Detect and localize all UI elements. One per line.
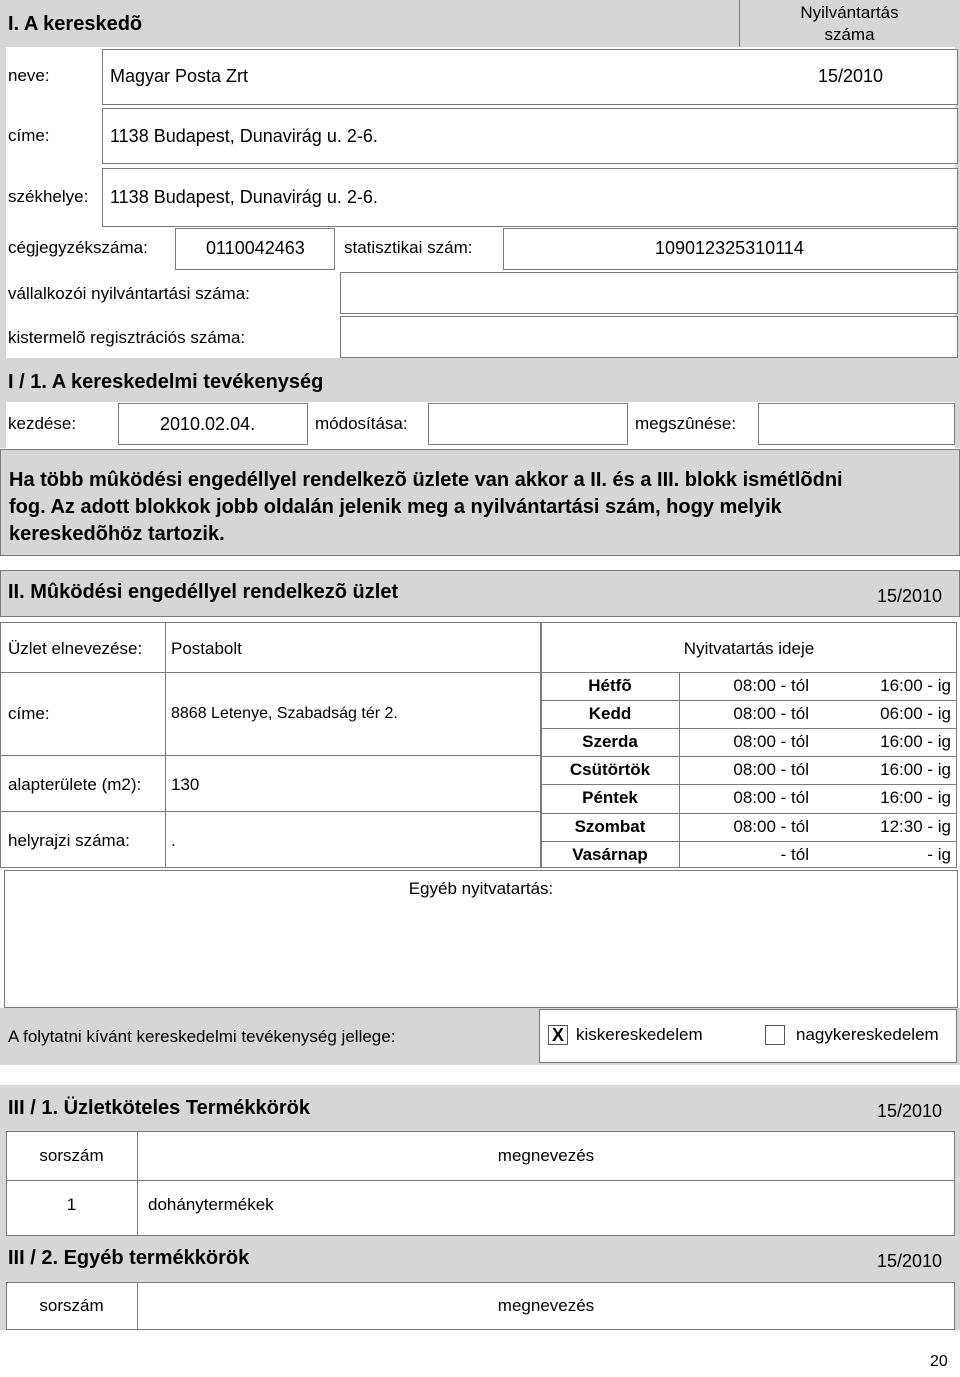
- reg-label-line1: Nyilvántartás: [800, 3, 899, 22]
- entrepreneur-box: [340, 272, 958, 314]
- shop-address-label: címe:: [8, 704, 50, 723]
- frame-right-2: [955, 402, 960, 448]
- hours-row-rule: [541, 813, 957, 814]
- hours-day: Kedd: [588, 704, 632, 724]
- hours-to: 16:00 - ig: [880, 732, 951, 752]
- section3-1-title: III / 1. Üzletköteles Termékkörök: [8, 1097, 310, 1119]
- section3-1-reg-number: 15/2010: [877, 1101, 943, 1121]
- hours-day: Hétfõ: [588, 676, 632, 695]
- lot-value: .: [171, 831, 176, 850]
- table-row-no: 1: [66, 1195, 77, 1214]
- other-products-col-name: megnevezés: [497, 1296, 595, 1315]
- hours-day: Csütörtök: [569, 760, 651, 780]
- hours-row-rule: [541, 841, 957, 842]
- hours-row-rule: [541, 756, 957, 757]
- hours-to: 16:00 - ig: [880, 676, 951, 695]
- notice-line2: fog. Az adott blokkok jobb oldalán jelenik meg a nyilvántartási szám, hogy melyik: [9, 496, 782, 518]
- section2-reg-number: 15/2010: [877, 586, 943, 606]
- hours-from: 08:00 - tól: [733, 788, 809, 808]
- frame-right-4: [955, 1282, 960, 1330]
- hours-from: 08:00 - tól: [733, 760, 809, 780]
- seat-label: székhelye:: [8, 187, 89, 206]
- section1-title: I. A kereskedõ: [8, 13, 143, 35]
- hours-from: 08:00 - tól: [733, 816, 809, 836]
- products-col-no: sorszám: [39, 1146, 104, 1165]
- table-row-name: dohánytermékek: [148, 1195, 274, 1214]
- frame-left: [0, 47, 6, 360]
- notice-line1: Ha több mûködési engedéllyel rendelkezõ üzlete van akkor a II. és a III. blokk ismétlõdni: [9, 469, 843, 491]
- shop-name-value: Postabolt: [171, 639, 242, 658]
- hours-to: 16:00 - ig: [880, 760, 951, 780]
- products-header-rule: [6, 1180, 955, 1181]
- reg-number: 15/2010: [818, 66, 884, 86]
- other-products-col-no: sorszám: [39, 1296, 104, 1315]
- name-label: neve:: [8, 66, 50, 85]
- area-value: 130: [171, 775, 200, 794]
- hours-header-rule: [541, 672, 957, 673]
- frame-right-3: [955, 1131, 960, 1236]
- end-box: [758, 403, 955, 445]
- modify-box: [428, 403, 628, 445]
- frame-left-2: [0, 402, 6, 448]
- hours-day: Vasárnap: [572, 844, 648, 864]
- area-label: alapterülete (m2):: [8, 775, 142, 794]
- retail-checkbox[interactable]: X: [548, 1025, 568, 1045]
- seat-value: 1138 Budapest, Dunavirág u. 2-6.: [110, 187, 378, 207]
- hours-from: 08:00 - tól: [733, 704, 809, 724]
- wholesale-label: nagykereskedelem: [796, 1025, 939, 1044]
- hours-from: 08:00 - tól: [733, 732, 809, 752]
- section3-2-reg-number: 15/2010: [877, 1251, 943, 1271]
- modify-label: módosítása:: [315, 414, 408, 433]
- hours-to: 12:30 - ig: [880, 816, 951, 836]
- hours-row-rule: [541, 784, 957, 785]
- hours-from: - tól: [780, 844, 809, 864]
- stat-value: 109012325310114: [655, 238, 804, 258]
- start-value: 2010.02.04.: [160, 414, 256, 434]
- end-label: megszûnése:: [635, 414, 737, 433]
- retail-label: kiskereskedelem: [576, 1025, 703, 1044]
- activity-label: A folytatni kívánt kereskedelmi tevékenység jellege:: [8, 1027, 396, 1046]
- hours-to: 06:00 - ig: [880, 704, 951, 724]
- other-hours-label: Egyéb nyitvatartás:: [408, 879, 554, 898]
- address-value: 1138 Budapest, Dunavirág u. 2-6.: [110, 126, 378, 146]
- section3-2-title: III / 2. Egyéb termékkörök: [8, 1247, 250, 1269]
- products-col-name: megnevezés: [497, 1146, 595, 1165]
- start-label: kezdése:: [8, 414, 77, 433]
- shop-info-rule-1: [0, 672, 541, 673]
- shop-info-rule-2: [0, 755, 541, 756]
- hours-day: Péntek: [582, 788, 638, 808]
- hours-from: 08:00 - tól: [733, 676, 809, 695]
- wholesale-checkbox[interactable]: [765, 1025, 785, 1045]
- shop-name-label: Üzlet elnevezése:: [8, 639, 143, 658]
- producer-label: kistermelõ regisztrációs száma:: [8, 328, 246, 347]
- hours-to: 16:00 - ig: [880, 788, 951, 808]
- hours-day: Szombat: [574, 816, 646, 836]
- stat-label: statisztikai szám:: [344, 238, 473, 257]
- hours-title: Nyitvatartás ideje: [683, 639, 815, 658]
- hours-to: - ig: [927, 844, 951, 864]
- shop-address-value: 8868 Letenye, Szabadság tér 2.: [171, 705, 398, 722]
- entrepreneur-label: vállalkozói nyilvántartási száma:: [8, 284, 250, 303]
- section1-1-title: I / 1. A kereskedelmi tevékenység: [8, 371, 324, 393]
- section2-title: II. Mûködési engedéllyel rendelkezõ üzlet: [8, 581, 399, 603]
- address-label: címe:: [8, 126, 50, 145]
- lot-label: helyrajzi száma:: [8, 831, 130, 850]
- reg-label-line2: száma: [824, 25, 875, 44]
- name-value: Magyar Posta Zrt: [110, 66, 249, 86]
- hours-day: Szerda: [582, 732, 638, 752]
- shop-info-divider: [165, 622, 166, 868]
- shop-info-rule-3: [0, 811, 541, 812]
- hours-row-rule: [541, 700, 957, 701]
- notice-line3: kereskedõhöz tartozik.: [9, 523, 225, 545]
- producer-box: [340, 316, 958, 358]
- company-reg-value: 0110042463: [206, 238, 305, 258]
- company-reg-label: cégjegyzékszáma:: [8, 238, 148, 257]
- page-number: 20: [930, 1353, 948, 1370]
- hours-row-rule: [541, 728, 957, 729]
